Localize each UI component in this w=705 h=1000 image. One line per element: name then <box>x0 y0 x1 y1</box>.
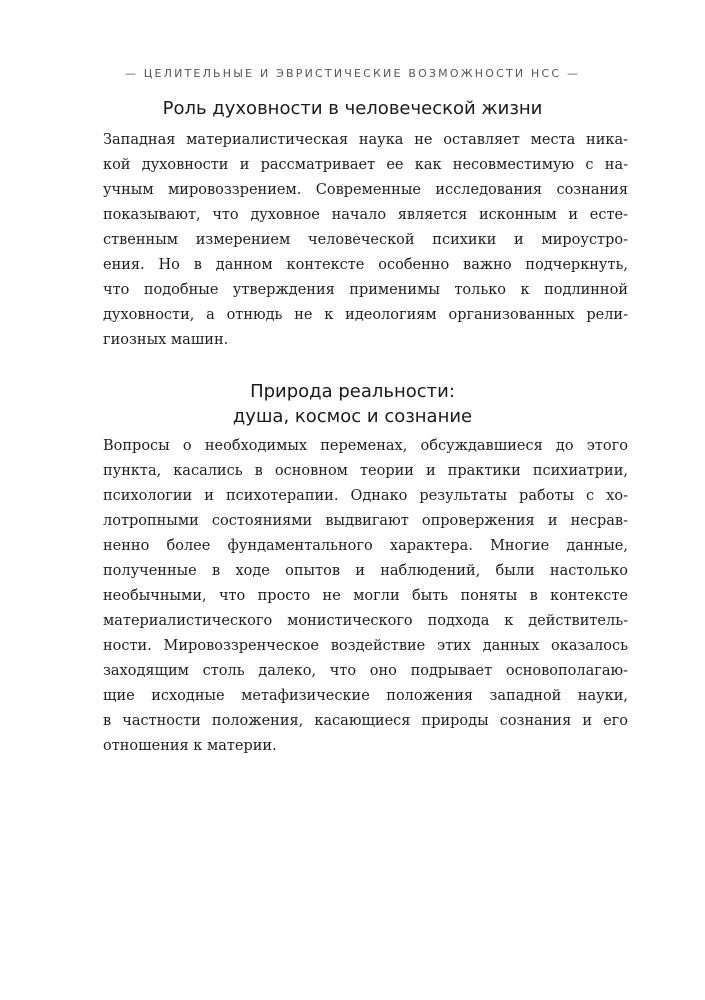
text-line: духовности, а отнюдь не к идеологиям организованных рели- <box>103 307 628 323</box>
text-line: в частности положения, касающиеся природы сознания и его <box>103 713 628 729</box>
paragraph-spirituality <box>103 128 628 353</box>
section-title-line-1: Природа реальности: <box>250 381 455 402</box>
text-line: ения. Но в данном контексте особенно важно подчеркнуть, <box>103 257 628 273</box>
paragraph-reality <box>103 434 628 759</box>
running-head: — ЦЕЛИТЕЛЬНЫЕ И ЭВРИСТИЧЕСКИЕ ВОЗМОЖНОСТИ НСС — <box>124 67 581 80</box>
text-line: материалистического монистического подхода к действитель- <box>103 613 628 629</box>
section-title-reality <box>0 379 705 429</box>
text-line: Западная материалистическая наука не оставляет места ника- <box>103 132 628 148</box>
text-line: ности. Мировоззренческое воздействие этих данных оказалось <box>103 638 628 654</box>
text-line: учным мировоззрением. Современные исследования сознания <box>103 182 628 198</box>
text-line: гиозных машин. <box>103 332 229 348</box>
text-line: полученные в ходе опытов и наблюдений, были настолько <box>103 563 628 579</box>
text-line: показывают, что духовное начало является исконным и есте- <box>103 207 628 223</box>
text-line: лотропными состояниями выдвигают опровержения и несрав- <box>103 513 628 529</box>
text-line: Вопросы о необходимых переменах, обсуждавшиеся до этого <box>103 438 628 454</box>
text-line: необычными, что просто не могли быть поняты в контексте <box>103 588 628 604</box>
text-line: пункта, касались в основном теории и практики психиатрии, <box>103 463 628 479</box>
section-title-text: Роль духовности в человеческой жизни <box>162 98 543 119</box>
text-line: заходящим столь далеко, что оно подрывает основополагаю- <box>103 663 628 679</box>
section-title-spirituality <box>0 96 705 121</box>
text-line: щие исходные метафизические положения западной науки, <box>103 688 628 704</box>
text-line: ненно более фундаментального характера. Многие данные, <box>103 538 628 554</box>
text-line: психологии и психотерапии. Однако результаты работы с хо- <box>103 488 628 504</box>
text-line: что подобные утверждения применимы только к подлинной <box>103 282 628 298</box>
text-line: ственным измерением человеческой психики и мироустро- <box>103 232 628 248</box>
section-title-line-2: душа, космос и сознание <box>232 406 473 427</box>
text-line: отношения к материи. <box>103 738 277 754</box>
text-line: кой духовности и рассматривает ее как несовместимую с на- <box>103 157 628 173</box>
